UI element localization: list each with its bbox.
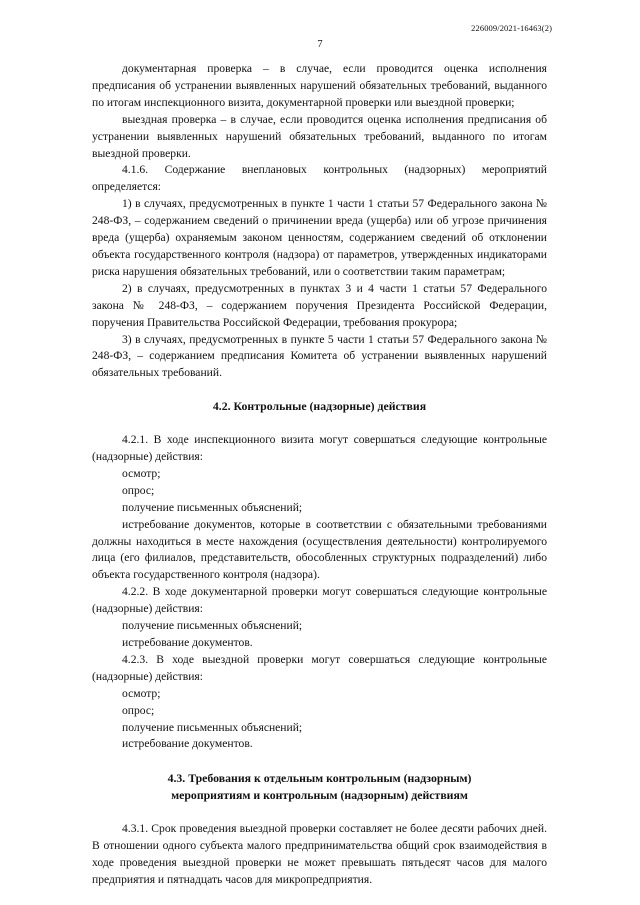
- list-item: истребование документов.: [122, 636, 253, 649]
- list-item: опрос;: [122, 703, 155, 717]
- paragraph: 4.2.3. В ходе выездной проверки могут совершаться следующие контрольные (надзорные) действия:: [92, 652, 547, 683]
- list-item: получение письменных объяснений;: [122, 619, 303, 633]
- paragraph: 4.2.1. В ходе инспекционного визита могут совершаться следующие контрольные (надзорные) действия:: [92, 433, 547, 464]
- section-heading: 4.2. Контрольные (надзорные) действия: [212, 399, 427, 414]
- list-item: осмотр;: [122, 686, 161, 700]
- list-item: истребование документов.: [122, 737, 253, 751]
- page-number: 7: [317, 39, 323, 50]
- section-heading-line: 4.3. Требования к отдельным контрольным (надзорным): [167, 771, 472, 786]
- paragraph: 2) в случаях, предусмотренных в пунктах 3 и 4 части 1 статьи 57 Федерального закона № 248-ФЗ, – содержанием поручения Президента Российской Федерации, поручения Правительства Российской Федерации, требования прокурора;: [92, 281, 547, 329]
- list-item: получение письменных объяснений;: [122, 500, 303, 514]
- paragraph: 1) в случаях, предусмотренных в пункте 1 части 1 статьи 57 Федерального закона № 248-ФЗ, – содержанием сведений о причинении вреда (ущерба) или об угрозе причинения вреда (ущерба) охраняемым законом ценностям, содержанием сведений об отклонении объекта государственного контроля (надзора) от параметров, утвержденных индикаторами риска нарушения обязательных требований, или о соответствии таким параметрам;: [92, 197, 547, 278]
- section-heading-line: мероприятиям и контрольным (надзорным) действиям: [171, 788, 468, 803]
- list-item: осмотр;: [122, 466, 161, 480]
- document-number: 226009/2021-16463(2): [471, 23, 552, 33]
- document-body: [92, 61, 547, 889]
- paragraph: 4.2.2. В ходе документарной проверки могут совершаться следующие контрольные (надзорные) действия:: [92, 585, 547, 616]
- section-heading: [92, 770, 547, 804]
- list-item: получение письменных объяснений;: [122, 720, 303, 734]
- paragraph: 4.1.6. Содержание внеплановых контрольных (надзорных) мероприятий определяется:: [92, 163, 547, 194]
- paragraph: 3) в случаях, предусмотренных в пункте 5 части 1 статьи 57 Федерального закона № 248-ФЗ, – содержанием предписания Комитета об устранении выявленных нарушений обязательных требований.: [92, 332, 547, 380]
- list-item: опрос;: [122, 483, 155, 497]
- paragraph: 4.3.1. Срок проведения выездной проверки составляет не более десяти рабочих дней. В отношении одного субъекта малого предпринимательства общий срок взаимодействия в ходе проведения выездной проверки не может превышать пятьдесят часов для малого предприятия и пятнадцать часов для микропредприятия.: [92, 822, 547, 886]
- paragraph: документарная проверка – в случае, если проводится оценка исполнения предписания об устранении выявленных нарушений обязательных требований, выданного по итогам инспекционного визита, документарной проверки или выездной проверки;: [92, 62, 547, 109]
- paragraph: выездная проверка – в случае, если проводится оценка исполнения предписания об устранении выявленных нарушений обязательных требований, выданного по итогам выездной проверки.: [92, 112, 547, 160]
- list-item: истребование документов, которые в соответствии с обязательными требованиями должны находиться в месте нахождения (осуществления деятельности) контролируемого лица (его филиалов, представительств, обособленных структурных подразделений) либо объекта государственного контроля (надзора).: [92, 517, 547, 582]
